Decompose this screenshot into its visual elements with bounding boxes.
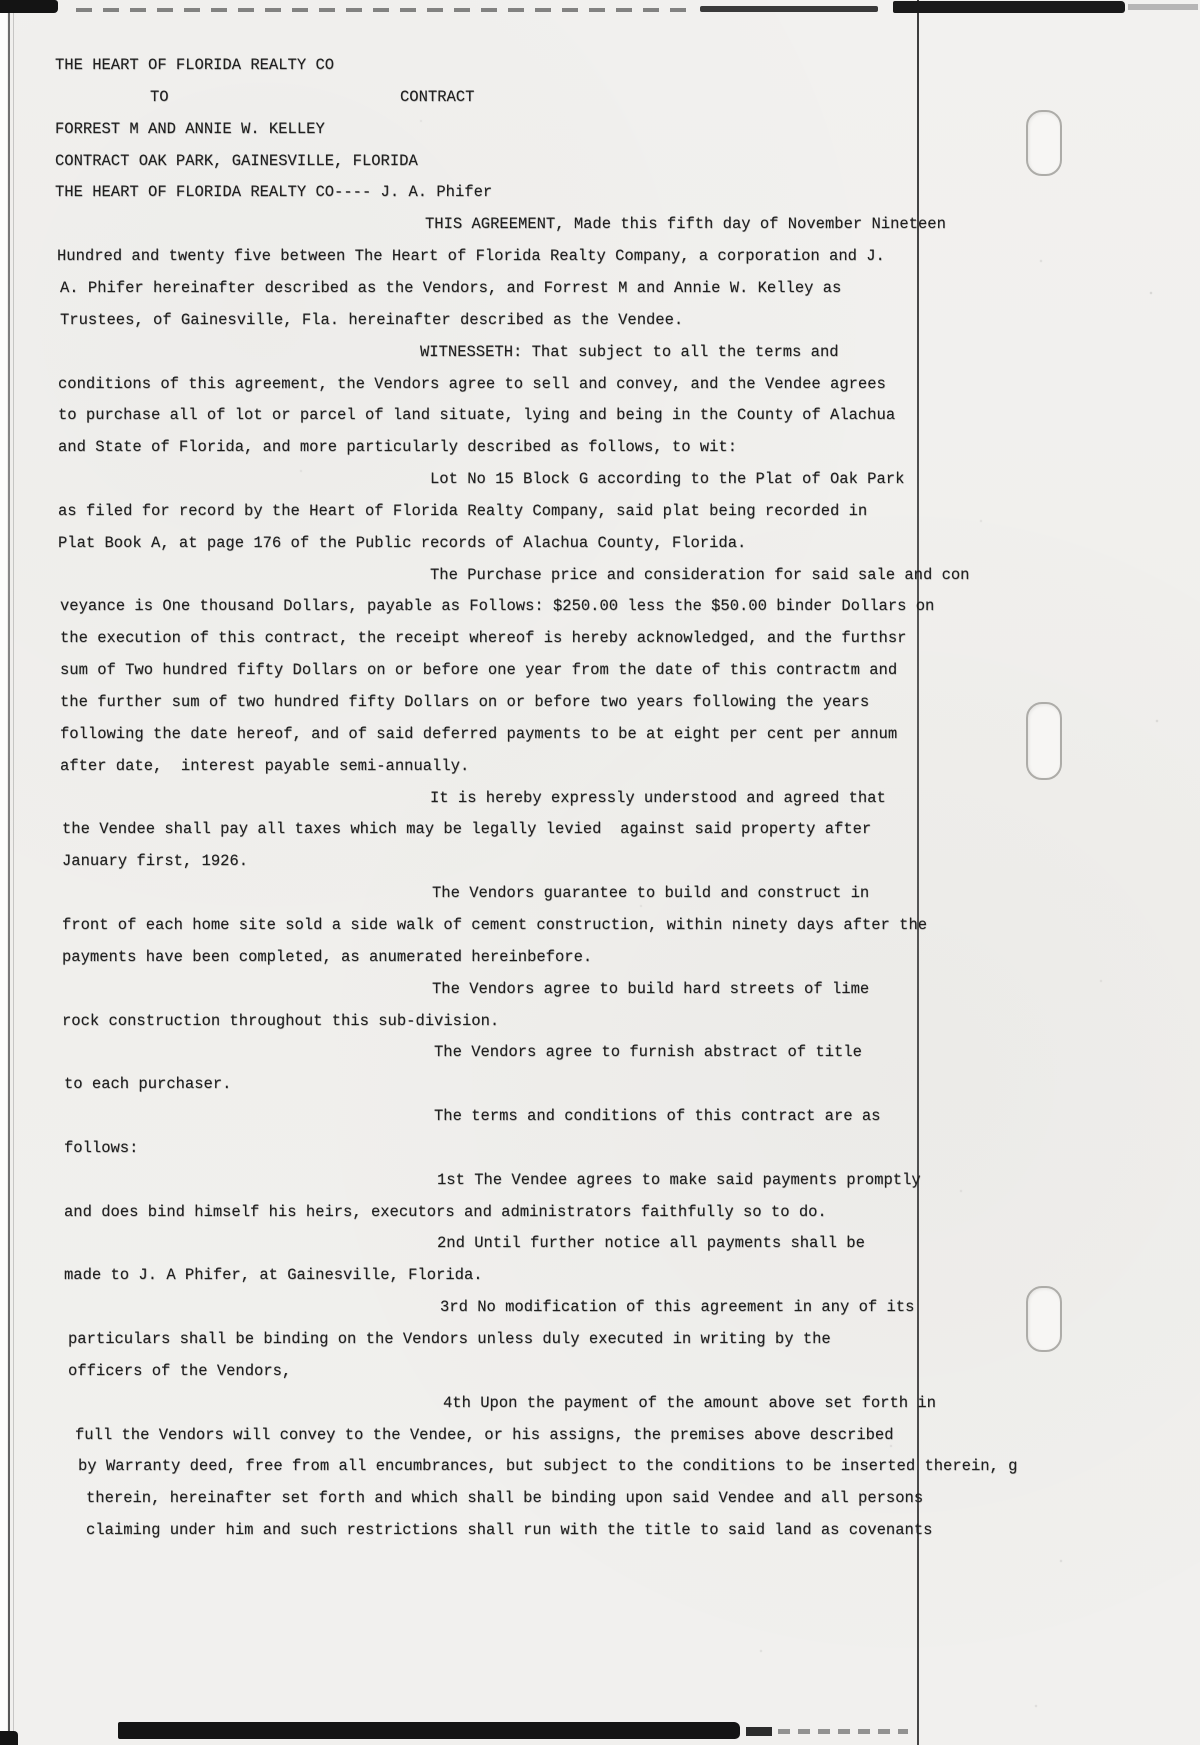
text-line: THE HEART OF FLORIDA REALTY CO xyxy=(55,56,335,74)
text-line: Hundred and twenty five between The Heart of Florida Realty Company, a corporation and J. xyxy=(57,247,885,266)
scan-artifact-bottom-bar xyxy=(118,1722,740,1739)
scan-artifact-bottom-chip xyxy=(746,1727,772,1736)
text-line: officers of the Vendors, xyxy=(68,1361,292,1380)
text-line: 4th Upon the payment of the amount above set forth in xyxy=(443,1393,936,1412)
text-line: by Warranty deed, free from all encumbrances, but subject to the conditions to be inserted therein, g xyxy=(78,1457,1018,1476)
paper-speckles xyxy=(0,0,2,2)
text-line: claiming under him and such restrictions shall run with the title to said land as covenants xyxy=(86,1521,933,1540)
text-line: WITNESSETH: That subject to all the terms and xyxy=(420,342,839,361)
text-line: CONTRACT OAK PARK, GAINESVILLE, FLORIDA xyxy=(55,151,418,170)
text-line: January first, 1926. xyxy=(62,852,249,871)
text-line: FORREST M AND ANNIE W. KELLEY xyxy=(55,119,325,138)
text-line: the Vendee shall pay all taxes which may be legally levied against said property after xyxy=(62,820,872,839)
text-line: and State of Florida, and more particularly described as follows, to wit: xyxy=(58,438,738,457)
scan-artifact-bottom-dashes xyxy=(778,1729,908,1734)
text-line: the further sum of two hundred fifty Dollars on or before two years following the years xyxy=(60,693,870,711)
text-line: after date, interest payable semi-annually. xyxy=(60,756,470,775)
text-line: to each purchaser. xyxy=(64,1075,232,1094)
text-line: Lot No 15 Block G according to the Plat of Oak Park xyxy=(430,470,905,489)
text-line: 3rd No modification of this agreement in any of its xyxy=(440,1298,915,1317)
text-line: conditions of this agreement, the Vendors agree to sell and convey, and the Vendee agrees xyxy=(58,374,886,393)
text-line: 2nd Until further notice all payments shall be xyxy=(437,1234,865,1253)
text-line: follows: xyxy=(64,1138,139,1157)
scan-artifact-top-mid xyxy=(700,6,878,12)
text-line: therein, hereinafter set forth and which shall be binding upon said Vendee and all persons xyxy=(86,1489,924,1508)
text-line: made to J. A Phifer, at Gainesville, Florida. xyxy=(64,1266,483,1285)
text-line: 1st The Vendee agrees to make said payments promptly xyxy=(437,1170,921,1189)
text-line: The Vendors agree to furnish abstract of title xyxy=(434,1043,862,1062)
text-line: The Purchase price and consideration for said sale and con xyxy=(430,565,970,584)
text-line: the execution of this contract, the receipt whereof is hereby acknowledged, and the furthsr xyxy=(60,629,907,648)
text-line: The Vendors agree to build hard streets of lime xyxy=(432,979,870,998)
scan-artifact-top-left xyxy=(0,0,58,13)
text-line: The Vendors guarantee to build and construct in xyxy=(432,884,870,903)
text-line: sum of Two hundred fifty Dollars on or before one year from the date of this contractm and xyxy=(60,661,898,680)
text-line: full the Vendors will convey to the Vendee, or his assigns, the premises above described xyxy=(75,1425,894,1444)
text-line: to purchase all of lot or parcel of land situate, lying and being in the County of Alachua xyxy=(58,406,896,425)
scan-artifact-top-tail xyxy=(1128,4,1198,10)
text-line: TO CONTRACT xyxy=(150,87,475,106)
text-line: The terms and conditions of this contract are as xyxy=(434,1107,881,1126)
text-line: THIS AGREEMENT, Made this fifth day of November Nineteen xyxy=(425,215,946,234)
text-line: particulars shall be binding on the Vendors unless duly executed in writing by the xyxy=(68,1330,831,1348)
text-line: THE HEART OF FLORIDA REALTY CO---- J. A. Phifer xyxy=(55,183,493,202)
text-line: as filed for record by the Heart of Florida Realty Company, said plat being recorded in xyxy=(58,501,868,520)
text-line: It is hereby expressly understood and agreed that xyxy=(430,788,886,807)
text-line: following the date hereof, and of said deferred payments to be at eight per cent per annum xyxy=(60,724,898,743)
text-line: rock construction throughout this sub-division. xyxy=(62,1011,500,1030)
text-line: A. Phifer hereinafter described as the Vendors, and Forrest M and Annie W. Kelley as xyxy=(60,278,842,297)
text-line: payments have been completed, as anumerated hereinbefore. xyxy=(62,947,593,966)
text-line: veyance is One thousand Dollars, payable as Follows: $250.00 less the $50.00 binder Dollars on xyxy=(60,597,935,616)
text-line: front of each home site sold a side walk of cement construction, within ninety days after the xyxy=(62,915,928,934)
scan-artifact-top-dashes xyxy=(76,8,691,12)
text-line: and does bind himself his heirs, executors and administrators faithfully so to do. xyxy=(64,1202,827,1221)
scan-artifact-bottom-left xyxy=(0,1731,18,1745)
scan-artifact-top-heavy xyxy=(893,1,1125,13)
text-line: Trustees, of Gainesville, Fla. hereinafter described as the Vendee. xyxy=(60,310,684,329)
text-line: Plat Book A, at page 176 of the Public records of Alachua County, Florida. xyxy=(58,533,747,552)
